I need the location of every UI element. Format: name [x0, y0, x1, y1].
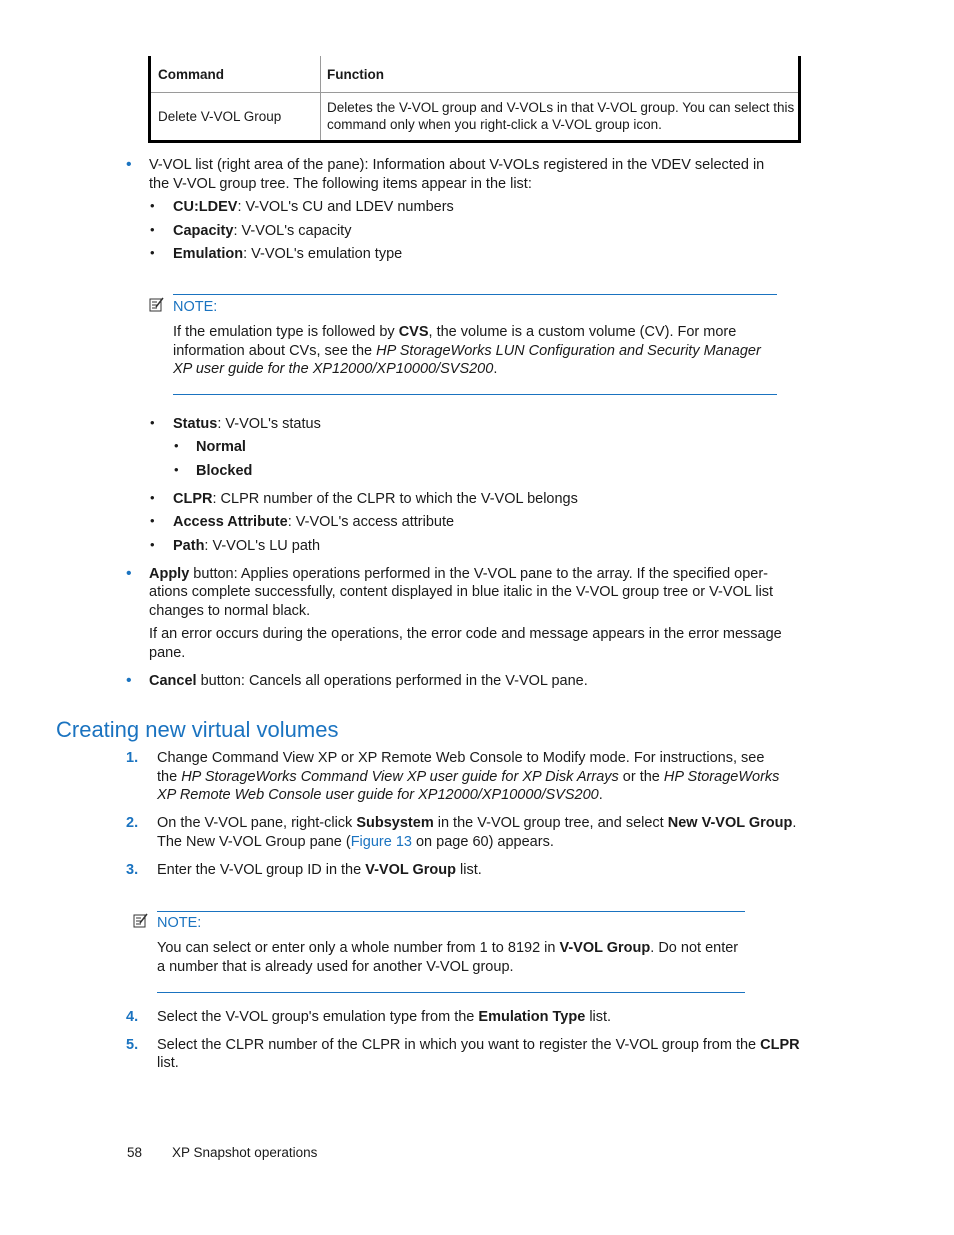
step-text-line: Enter the V-VOL group ID in the V-VOL Group list. — [157, 862, 482, 878]
status-value: Blocked — [196, 463, 253, 479]
note-text-line: If the emulation type is followed by CVS, the volume is a custom volume (CV). For more — [173, 324, 737, 340]
step-number: 4. — [126, 1009, 139, 1025]
section-heading: Creating new virtual volumes — [56, 717, 339, 742]
note-top-rule — [157, 911, 745, 912]
paragraph-line: pane. — [149, 645, 186, 661]
list-item: Access Attribute: V-VOL's access attribute — [173, 514, 455, 530]
step-number: 2. — [126, 815, 139, 831]
step-number: 3. — [126, 862, 139, 878]
step-text-line: Select the CLPR number of the CLPR in which you want to register the V-VOL group from the CLPR — [157, 1037, 800, 1053]
paragraph-line: the V-VOL group tree. The following items appear in the list: — [149, 176, 532, 192]
step-text-line: XP Remote Web Console user guide for XP12000/XP10000/SVS200. — [157, 787, 603, 803]
step-text-line: The New V-VOL Group pane (Figure 13 on page 60) appears. — [157, 834, 554, 850]
bullet: • — [150, 198, 155, 213]
note-text-line: You can select or enter only a whole number from 1 to 8192 in V-VOL Group. Do not enter — [157, 940, 739, 956]
note-top-rule — [173, 294, 777, 295]
command-table — [148, 56, 801, 143]
paragraph-line: Apply button: Applies operations performed in the V-VOL pane to the array. If the specified oper- — [149, 566, 769, 582]
paragraph-line: If an error occurs during the operations, the error code and message appears in the error message — [149, 626, 782, 642]
footer-title: XP Snapshot operations — [172, 1145, 318, 1160]
note-icon — [149, 297, 164, 312]
step-text-line: On the V-VOL pane, right-click Subsystem in the V-VOL group tree, and select New V-VOL Group. — [157, 815, 797, 831]
table-header-command: Command — [158, 67, 225, 82]
table-header-function: Function — [327, 67, 384, 82]
note-text-line: information about CVs, see the HP StorageWorks LUN Configuration and Security Manager — [173, 343, 761, 359]
table-cell-function-line: command only when you right-click a V-VOL group icon. — [327, 117, 662, 132]
bullet: • — [126, 156, 132, 173]
list-item: Path: V-VOL's LU path — [173, 538, 321, 554]
bullet: • — [150, 415, 155, 430]
step-text-line: list. — [157, 1055, 179, 1071]
bullet: • — [174, 462, 179, 477]
table-column-divider — [320, 56, 321, 140]
table-cell-command: Delete V-VOL Group — [158, 109, 282, 124]
bullet: • — [126, 672, 132, 689]
note-text-line: a number that is already used for another V-VOL group. — [157, 959, 514, 975]
step-number: 1. — [126, 750, 139, 766]
status-value: Normal — [196, 439, 246, 455]
step-text-line: the HP StorageWorks Command View XP user guide for XP Disk Arrays or the HP StorageWorks — [157, 769, 780, 785]
paragraph-line: ations complete successfully, content displayed in blue italic in the V-VOL group tree or V-VOL list — [149, 584, 774, 600]
table-header-row — [151, 56, 798, 93]
list-item: CU:LDEV: V-VOL's CU and LDEV numbers — [173, 199, 454, 215]
page-number: 58 — [127, 1145, 143, 1160]
list-item: Emulation: V-VOL's emulation type — [173, 246, 403, 262]
table-cell-function-line: Deletes the V-VOL group and V-VOLs in that V-VOL group. You can select this — [327, 100, 795, 115]
note-text-line: XP user guide for the XP12000/XP10000/SVS200. — [173, 361, 498, 377]
note-label: NOTE: — [157, 915, 202, 931]
note-label: NOTE: — [173, 299, 218, 315]
step-text-line: Select the V-VOL group's emulation type from the Emulation Type list. — [157, 1009, 612, 1025]
paragraph-line: V-VOL list (right area of the pane): Information about V-VOLs registered in the VDEV selected in — [149, 157, 765, 173]
list-item: Capacity: V-VOL's capacity — [173, 223, 352, 239]
paragraph-line: Cancel button: Cancels all operations performed in the V-VOL pane. — [149, 673, 588, 689]
step-number: 5. — [126, 1037, 139, 1053]
bullet: • — [150, 245, 155, 260]
list-item: CLPR: CLPR number of the CLPR to which the V-VOL belongs — [173, 491, 578, 507]
note-bottom-rule — [173, 394, 777, 395]
bullet: • — [174, 438, 179, 453]
bullet: • — [150, 513, 155, 528]
step-text-line: Change Command View XP or XP Remote Web Console to Modify mode. For instructions, see — [157, 750, 765, 766]
note-bottom-rule — [157, 992, 745, 993]
note-icon — [133, 913, 148, 928]
bullet: • — [150, 222, 155, 237]
paragraph-line: changes to normal black. — [149, 603, 311, 619]
bullet: • — [150, 490, 155, 505]
figure-link[interactable]: Figure 13 — [350, 834, 412, 850]
bullet: • — [126, 565, 132, 582]
bullet: • — [150, 537, 155, 552]
list-item: Status: V-VOL's status — [173, 416, 321, 432]
